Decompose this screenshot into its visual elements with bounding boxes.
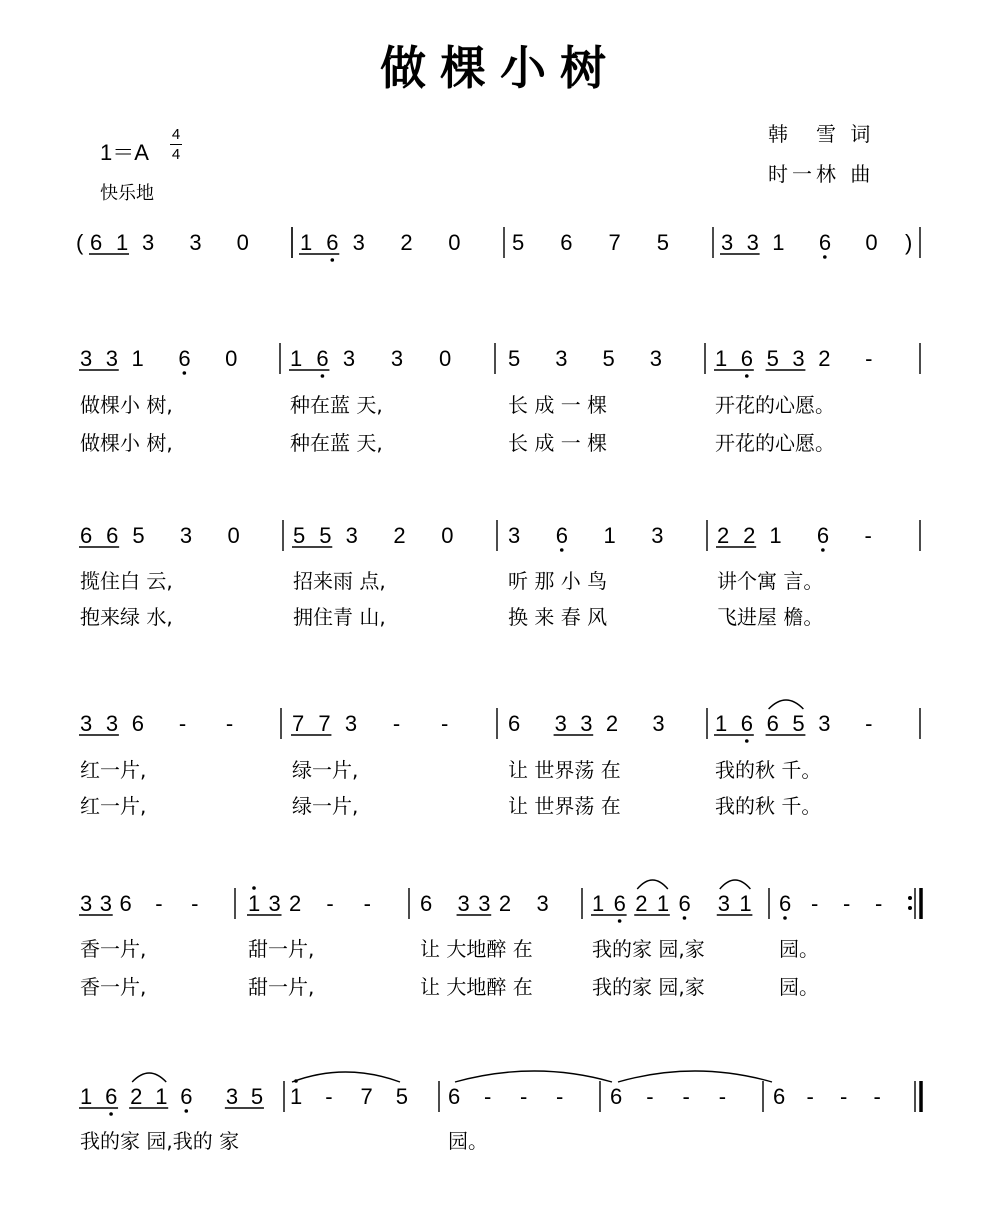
lyric-segment: 种在蓝 天, (290, 431, 383, 455)
note: 2 (635, 891, 648, 916)
note: 6 (610, 1084, 623, 1109)
note: 3 (746, 230, 759, 255)
lyric-segment: 我的秋 千。 (715, 758, 822, 782)
dash-sustain: - (718, 1084, 727, 1109)
lyric-segment: 绿一片, (292, 794, 359, 818)
slur (769, 700, 804, 709)
note: 6 (316, 346, 329, 371)
note: 6 (326, 230, 339, 255)
note: 6 (90, 230, 103, 255)
note: 5 (293, 523, 306, 548)
open-paren: ( (76, 230, 84, 255)
note: 1 (300, 230, 313, 255)
lyric-segment: 让 世界荡 在 (508, 758, 621, 782)
note: 3 (225, 1084, 239, 1109)
lower-octave-dot (321, 374, 325, 378)
note: 3 (721, 230, 734, 255)
note: 3 (80, 891, 93, 916)
song-title: 做棵小树 (380, 41, 620, 95)
note: 3 (536, 891, 549, 916)
lyric-segment: 抱来绿 水, (80, 605, 173, 629)
note: 6 (816, 523, 830, 548)
note: 2 (717, 523, 730, 548)
time-signature-top: 4 (171, 126, 181, 143)
lyric-segment: 让 大地醉 在 (420, 937, 533, 961)
note: 5 (602, 346, 615, 371)
note: 1 (739, 891, 752, 916)
note: 5 (250, 1084, 264, 1109)
lyric-segment: 园。 (779, 937, 819, 961)
note: 2 (498, 891, 512, 916)
note: 0 (438, 346, 452, 371)
tie (292, 1072, 400, 1082)
note: 3 (478, 891, 491, 916)
lyric-segment: 我的家 园,家 (592, 937, 705, 961)
lower-octave-dot (109, 1112, 113, 1116)
note: 6 (508, 711, 521, 736)
dash-sustain: - (155, 891, 163, 916)
note: 1 (715, 711, 728, 736)
note: 3 (390, 346, 404, 371)
note: 3 (344, 711, 358, 736)
dash-sustain: - (806, 1084, 814, 1109)
dash-sustain: - (864, 523, 872, 548)
lyric-segment: 红一片, (80, 794, 147, 818)
lyric-segment: 园。 (779, 975, 819, 999)
note: 3 (580, 711, 593, 736)
lyric-segment: 拥住青 山, (293, 605, 386, 629)
note: 3 (99, 891, 112, 916)
note: 3 (142, 230, 155, 255)
note: 6 (613, 891, 626, 916)
lyric-segment: 长 成 一 棵 (508, 393, 608, 417)
dash-sustain: - (875, 891, 883, 916)
note: 6 (106, 523, 119, 548)
note: 2 (818, 346, 831, 371)
lyric-segment: 开花的心愿。 (715, 393, 835, 417)
lyric-segment: 讲个寓 言。 (717, 569, 824, 593)
note: 1 (592, 891, 605, 916)
slur (720, 880, 751, 889)
lyric-segment: 招来雨 点, (293, 569, 386, 593)
dash-sustain: - (520, 1084, 528, 1109)
dash-sustain: - (556, 1084, 564, 1109)
note: 1 (656, 891, 670, 916)
tie (455, 1071, 612, 1082)
note: 1 (248, 891, 261, 916)
note: 2 (130, 1084, 143, 1109)
lower-octave-dot (330, 258, 334, 262)
dash-sustain: - (325, 1084, 333, 1109)
note: 0 (865, 230, 878, 255)
note: 5 (132, 523, 145, 548)
lower-octave-dot (745, 374, 749, 378)
lyric-segment: 甜一片, (248, 975, 315, 999)
note: 0 (448, 230, 461, 255)
note: 3 (345, 523, 358, 548)
note: 6 (178, 346, 191, 371)
note: 0 (236, 230, 249, 255)
tie (618, 1071, 772, 1082)
note: 6 (779, 891, 792, 916)
note: 5 (508, 346, 521, 371)
lyric-segment: 让 世界荡 在 (508, 794, 621, 818)
note: 1 (772, 230, 785, 255)
note: 5 (766, 346, 779, 371)
note: 3 (717, 891, 731, 916)
dash-sustain: - (392, 711, 401, 736)
note: 5 (792, 711, 805, 736)
lyric-segment: 甜一片, (248, 937, 315, 961)
lyric-segment: 做棵小 树, (80, 393, 173, 417)
dash-sustain: - (225, 711, 234, 736)
note: 7 (318, 711, 331, 736)
dash-sustain: - (840, 1084, 848, 1109)
note: 6 (560, 230, 573, 255)
note: 7 (608, 230, 621, 255)
lower-octave-dot (184, 1109, 188, 1113)
note: 6 (740, 346, 754, 371)
note: 3 (80, 346, 93, 371)
dash-sustain: - (326, 891, 334, 916)
note: 3 (457, 891, 470, 916)
note: 6 (678, 891, 691, 916)
note: 2 (393, 523, 406, 548)
lyric-segment: 开花的心愿。 (715, 431, 835, 455)
lyric-segment: 香一片, (80, 937, 147, 961)
note: 6 (420, 891, 433, 916)
note: 1 (131, 346, 144, 371)
repeat-dot (908, 896, 912, 900)
note: 1 (603, 523, 616, 548)
lower-octave-dot (618, 919, 622, 923)
lyric-segment: 香一片, (80, 975, 147, 999)
note: 5 (395, 1084, 408, 1109)
slur (637, 880, 668, 889)
dash-sustain: - (646, 1084, 654, 1109)
note: 1 (116, 230, 129, 255)
note: 6 (555, 523, 568, 548)
note: 3 (105, 711, 119, 736)
note: 2 (605, 711, 619, 736)
note: 6 (105, 1084, 118, 1109)
note: 1 (80, 1084, 93, 1109)
note: 6 (773, 1084, 786, 1109)
lyric-segment: 红一片, (80, 758, 147, 782)
note: 3 (555, 346, 568, 371)
lower-octave-dot (183, 371, 187, 375)
note: 3 (189, 230, 202, 255)
dash-sustain: - (865, 346, 873, 371)
note: 1 (155, 1084, 168, 1109)
note: 3 (179, 523, 193, 548)
dash-sustain: - (682, 1084, 690, 1109)
note: 5 (319, 523, 332, 548)
note: 2 (743, 523, 756, 548)
lyric-segment: 飞进屋 檐。 (717, 605, 824, 629)
note: 6 (818, 230, 832, 255)
lower-octave-dot (821, 548, 825, 552)
composer-credit: 时一林 曲 (768, 162, 875, 186)
note: 3 (818, 711, 831, 736)
dash-sustain: - (484, 1084, 492, 1109)
dash-sustain: - (865, 711, 873, 736)
dash-sustain: - (843, 891, 851, 916)
note: 6 (740, 711, 754, 736)
lower-octave-dot (823, 255, 827, 259)
note: 6 (766, 711, 779, 736)
note: 6 (119, 891, 132, 916)
note: 3 (792, 346, 805, 371)
note: 2 (400, 230, 413, 255)
lyric-segment: 绿一片, (292, 758, 359, 782)
lyric-segment: 长 成 一 棵 (508, 431, 608, 455)
note: 1 (715, 346, 728, 371)
lower-octave-dot (783, 916, 787, 920)
note: 3 (342, 346, 356, 371)
note: 1 (290, 1084, 303, 1109)
note: 0 (441, 523, 454, 548)
close-paren: ) (905, 230, 913, 255)
lyric-segment: 让 大地醉 在 (420, 975, 533, 999)
note: 3 (352, 230, 365, 255)
lyric-segment: 换 来 春 风 (508, 605, 608, 629)
note: 1 (290, 346, 303, 371)
time-signature-bottom: 4 (171, 146, 181, 163)
note: 0 (227, 523, 240, 548)
repeat-dot (908, 906, 912, 910)
note: 3 (268, 891, 281, 916)
slur (132, 1073, 166, 1082)
note: 6 (80, 523, 93, 548)
note: 3 (508, 523, 521, 548)
note: 3 (80, 711, 93, 736)
lyric-segment: 揽住白 云, (80, 569, 173, 593)
dash-sustain: - (191, 891, 199, 916)
note: 2 (289, 891, 302, 916)
dash-sustain: - (873, 1084, 881, 1109)
note: 3 (649, 346, 662, 371)
lyric-segment: 种在蓝 天, (290, 393, 383, 417)
note: 3 (105, 346, 119, 371)
note: 3 (652, 711, 665, 736)
lower-octave-dot (745, 739, 749, 743)
lyric-segment: 我的家 园,家 (592, 975, 705, 999)
dash-sustain: - (811, 891, 819, 916)
note: 3 (651, 523, 664, 548)
upper-octave-dot (252, 886, 256, 890)
key-signature: 1＝A (100, 140, 149, 165)
lyric-segment: 我的家 园,我的 家 (80, 1129, 240, 1153)
dash-sustain: - (440, 711, 449, 736)
note: 7 (360, 1084, 373, 1109)
lyricist-credit: 韩 雪 词 (768, 122, 875, 146)
note: 6 (180, 1084, 193, 1109)
note: 5 (512, 230, 525, 255)
lyric-segment: 我的秋 千。 (715, 794, 822, 818)
lower-octave-dot (683, 916, 687, 920)
tempo-marking: 快乐地 (100, 183, 154, 204)
note: 1 (769, 523, 782, 548)
note: 0 (225, 346, 238, 371)
note: 6 (131, 711, 145, 736)
lyric-segment: 园。 (448, 1129, 488, 1153)
dash-sustain: - (363, 891, 372, 916)
note: 7 (292, 711, 305, 736)
note: 3 (554, 711, 567, 736)
dash-sustain: - (178, 711, 187, 736)
note: 5 (656, 230, 669, 255)
note: 6 (448, 1084, 461, 1109)
lyric-segment: 做棵小 树, (80, 431, 173, 455)
lyric-segment: 听 那 小 鸟 (508, 569, 608, 593)
lower-octave-dot (560, 548, 564, 552)
